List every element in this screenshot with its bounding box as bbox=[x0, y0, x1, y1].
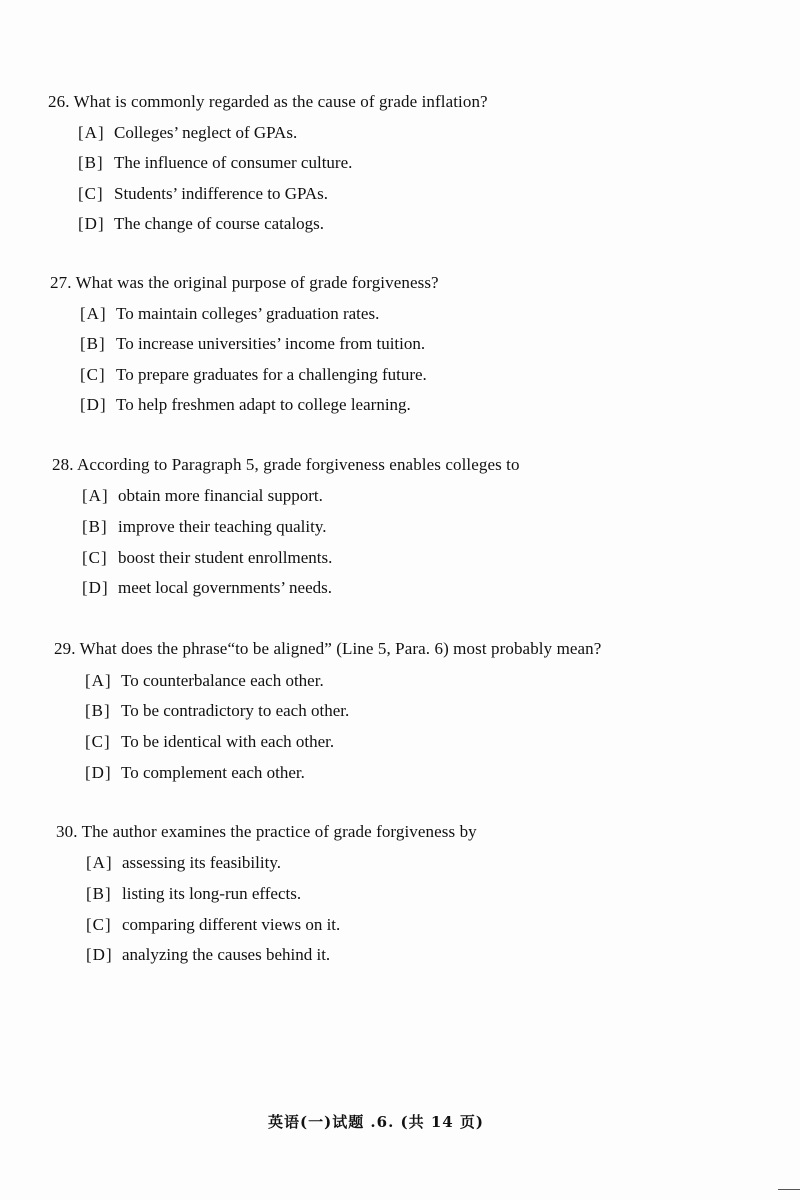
option-text: comparing different views on it. bbox=[122, 915, 341, 934]
option-a[interactable] bbox=[82, 486, 323, 506]
option-letter: [B] bbox=[86, 884, 112, 903]
question-stem: 29. What does the phrase“to be aligned” (Line 5, Para. 6) most probably mean? bbox=[54, 639, 602, 658]
option-text: Colleges’ neglect of GPAs. bbox=[114, 123, 298, 142]
option-b[interactable] bbox=[78, 153, 352, 173]
option-c[interactable] bbox=[78, 184, 328, 204]
option-text: To increase universities’ income from tuition. bbox=[116, 334, 426, 353]
option-text: The influence of consumer culture. bbox=[114, 153, 353, 172]
option-text: To be identical with each other. bbox=[121, 732, 335, 751]
option-letter: [C] bbox=[85, 732, 111, 751]
option-b[interactable] bbox=[86, 884, 301, 904]
option-letter: [C] bbox=[80, 365, 106, 384]
option-letter: [A] bbox=[86, 853, 113, 872]
question-stem: 27. What was the original purpose of grade forgiveness? bbox=[50, 273, 439, 292]
option-b[interactable] bbox=[85, 701, 349, 721]
option-text: To be contradictory to each other. bbox=[121, 701, 350, 720]
option-letter: [B] bbox=[80, 334, 106, 353]
option-letter: [C] bbox=[78, 184, 104, 203]
option-text: obtain more financial support. bbox=[118, 486, 323, 505]
option-a[interactable] bbox=[86, 853, 281, 873]
option-c[interactable] bbox=[82, 548, 332, 568]
option-text: improve their teaching quality. bbox=[118, 517, 327, 536]
option-b[interactable] bbox=[80, 334, 425, 354]
option-letter: [B] bbox=[85, 701, 111, 720]
option-text: To maintain colleges’ graduation rates. bbox=[116, 304, 380, 323]
option-letter: [D] bbox=[80, 395, 107, 414]
option-letter: [C] bbox=[86, 915, 112, 934]
option-c[interactable] bbox=[86, 915, 340, 935]
option-c[interactable] bbox=[80, 365, 427, 385]
option-text: The change of course catalogs. bbox=[114, 214, 325, 233]
option-text: To complement each other. bbox=[121, 763, 305, 782]
option-letter: [B] bbox=[82, 517, 108, 536]
option-text: meet local governments’ needs. bbox=[118, 578, 332, 597]
option-letter: [A] bbox=[82, 486, 109, 505]
option-letter: [A] bbox=[85, 671, 112, 690]
option-a[interactable] bbox=[78, 123, 297, 143]
option-text: To help freshmen adapt to college learning. bbox=[116, 395, 411, 414]
question-stem: 28. According to Paragraph 5, grade forgiveness enables colleges to bbox=[52, 455, 520, 474]
option-d[interactable] bbox=[80, 395, 411, 415]
option-text: listing its long-run effects. bbox=[122, 884, 302, 903]
option-text: boost their student enrollments. bbox=[118, 548, 333, 567]
corner-mark bbox=[778, 1189, 800, 1190]
option-a[interactable] bbox=[80, 304, 379, 324]
option-text: Students’ indifference to GPAs. bbox=[114, 184, 329, 203]
option-d[interactable] bbox=[86, 945, 330, 965]
question-stem: 26. What is commonly regarded as the cause of grade inflation? bbox=[48, 92, 488, 111]
option-text: analyzing the causes behind it. bbox=[122, 945, 331, 964]
option-text: To counterbalance each other. bbox=[121, 671, 324, 690]
option-b[interactable] bbox=[82, 517, 327, 537]
option-letter: [C] bbox=[82, 548, 108, 567]
option-letter: [D] bbox=[86, 945, 113, 964]
option-letter: [A] bbox=[80, 304, 107, 323]
question-stem: 30. The author examines the practice of grade forgiveness by bbox=[56, 822, 477, 841]
option-letter: [B] bbox=[78, 153, 104, 172]
option-letter: [A] bbox=[78, 123, 105, 142]
option-text: assessing its feasibility. bbox=[122, 853, 281, 872]
option-d[interactable] bbox=[82, 578, 332, 598]
option-d[interactable] bbox=[85, 763, 305, 783]
option-letter: [D] bbox=[82, 578, 109, 597]
option-a[interactable] bbox=[85, 671, 324, 691]
option-letter: [D] bbox=[85, 763, 112, 782]
option-d[interactable] bbox=[78, 214, 324, 234]
option-text: To prepare graduates for a challenging future. bbox=[116, 365, 427, 384]
footer-page-label: 英语(一)试题 .6. (共 14 页) bbox=[268, 1113, 485, 1131]
option-c[interactable] bbox=[85, 732, 334, 752]
option-letter: [D] bbox=[78, 214, 105, 233]
